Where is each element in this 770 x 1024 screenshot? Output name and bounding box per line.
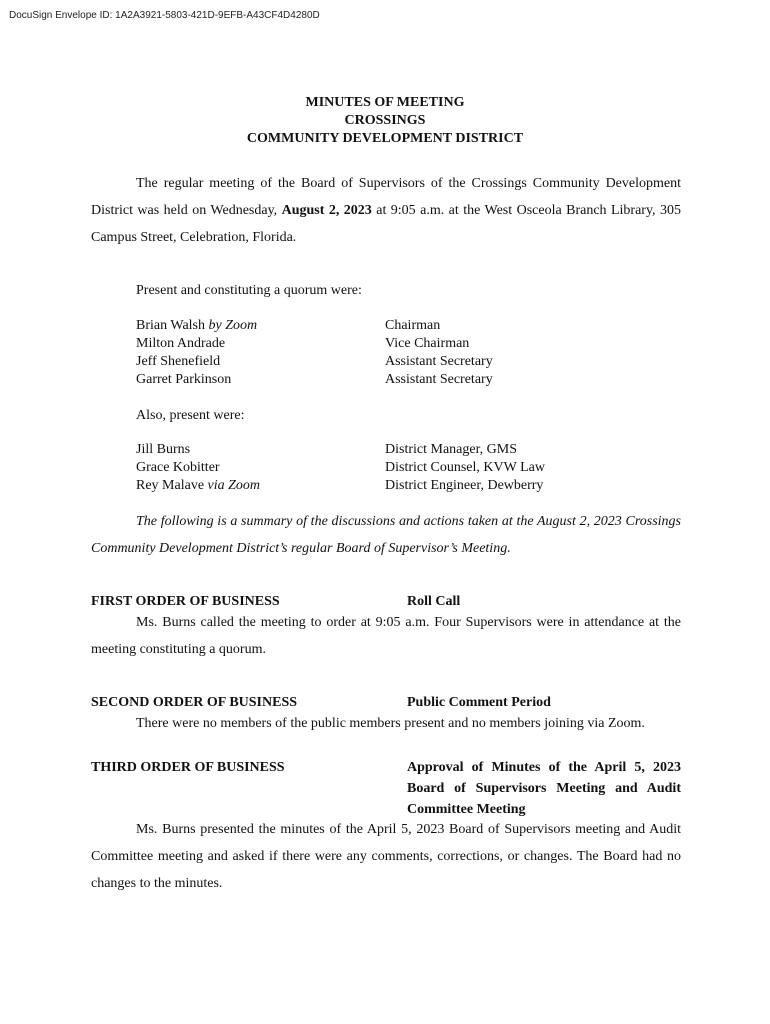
third-order-body: Ms. Burns presented the minutes of the April 5, 2023 Board of Supervisors meeting and Audit Committee meeting and asked if there were any comments, corrections, or changes. The Board had no changes to the minutes. [91, 822, 681, 891]
attendee-role: Assistant Secretary [385, 354, 493, 369]
third-order-topic: Approval of Minutes of the April 5, 2023 Board of Supervisors Meeting and Audit Committee Meeting [407, 760, 681, 817]
attendee-role: Assistant Secretary [385, 372, 493, 387]
attendee-name: Garret Parkinson [136, 372, 232, 387]
title-cdd: COMMUNITY DEVELOPMENT DISTRICT [246, 131, 524, 146]
summary-paragraph: The following is a summary of the discussions and actions taken at the August 2, 2023 Crossings Community Development District’s regular Board of Supervisor’s Meeting. [91, 514, 681, 556]
staff-role: District Engineer, Dewberry [385, 478, 544, 493]
meeting-date: August 2, 2023 [281, 203, 372, 218]
third-order-heading: THIRD ORDER OF BUSINESS [91, 760, 285, 775]
staff-name: Grace Kobitter [136, 460, 220, 475]
first-order-topic: Roll Call [407, 594, 461, 609]
attendee-name: Brian Walsh by Zoom [136, 318, 258, 333]
also-present-label: Also, present were: [136, 408, 245, 423]
docusign-envelope-id: DocuSign Envelope ID: 1A2A3921-5803-421D-9EFB-A43CF4D4280D [9, 10, 320, 21]
second-order-heading: SECOND ORDER OF BUSINESS [91, 695, 298, 710]
first-order-body: Ms. Burns called the meeting to order at 9:05 a.m. Four Supervisors were in attendance at the meeting constituting a quorum. [91, 615, 681, 657]
attendee-role: Vice Chairman [385, 336, 470, 351]
attendee-name: Milton Andrade [136, 336, 226, 351]
title-minutes-of-meeting: MINUTES OF MEETING [305, 95, 465, 110]
title-district-name: CROSSINGS [344, 113, 426, 128]
second-order-body: There were no members of the public members present and no members joining via Zoom. [136, 716, 645, 731]
second-order-topic: Public Comment Period [407, 695, 551, 710]
present-label: Present and constituting a quorum were: [136, 283, 362, 298]
attendee-role: Chairman [385, 318, 441, 333]
staff-role: District Manager, GMS [385, 442, 518, 457]
first-order-heading: FIRST ORDER OF BUSINESS [91, 594, 280, 609]
intro-text-after: at 9:05 a.m. at the West Osceola Branch Library, 305 Campus Street, Celebration, Florida. [91, 203, 682, 245]
intro-text-before: The regular meeting of the Board of Supervisors of the Crossings Community Development District was held on Wednesday, [91, 176, 681, 218]
attendee-name: Jeff Shenefield [136, 354, 221, 369]
staff-name: Jill Burns [136, 442, 191, 457]
intro-paragraph [91, 170, 681, 251]
staff-name: Rey Malave via Zoom [136, 478, 261, 493]
staff-role: District Counsel, KVW Law [385, 460, 545, 475]
